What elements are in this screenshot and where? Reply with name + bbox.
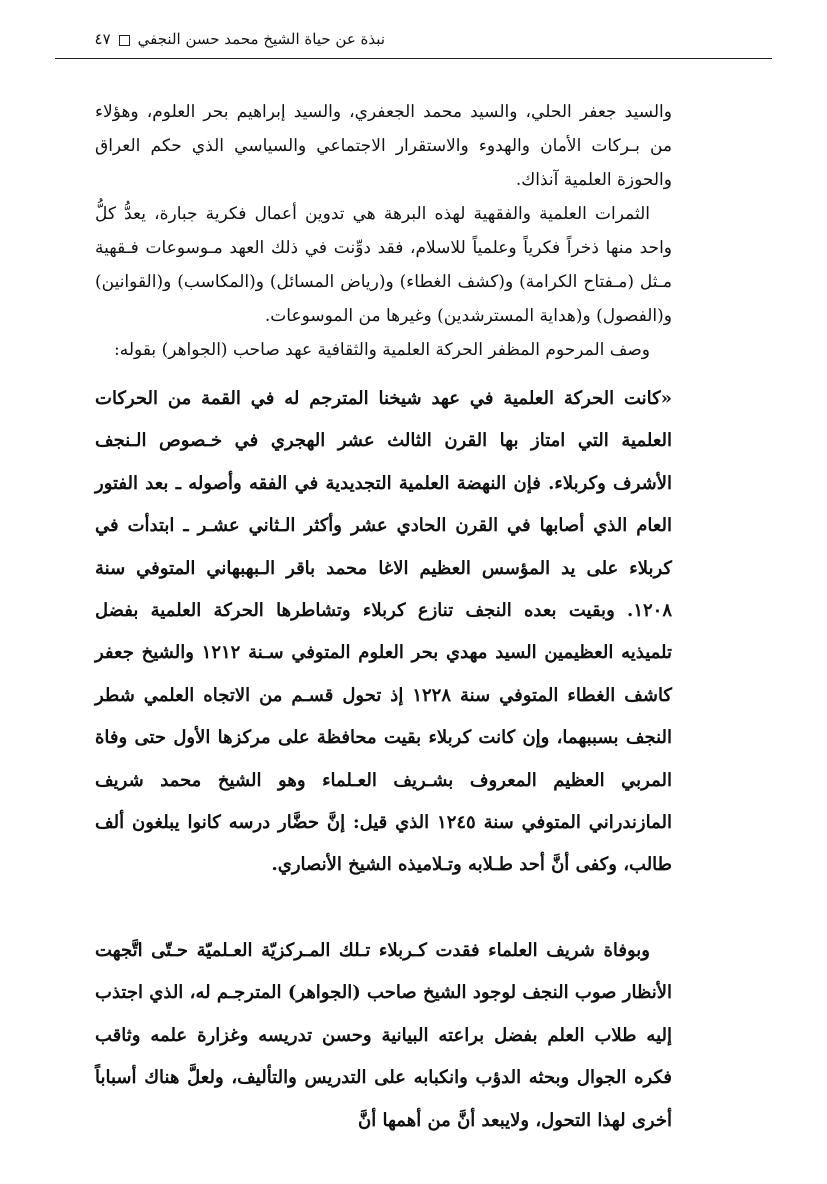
paragraph-sharif-ulama: وبوفاة شريف العلماء فقدت كـربلاء تـلك المـركزيّة العـلميّة حـتّى اتَّجهت الأنظار صوب النجف لوجود الشيخ صاحب (الجواهر) المترجـم له، الذي اجتذب إليه طلاب العلم بفضل براعته البيانية وحسن تدريسه وغزارة علمه وثاقب فكره الجوال وبحثه الدؤب وانكبابه على التدريس والتأليف، ولعلَّ هناك أسباباً أخرى لهذا التحول، ولايبعد أنَّ من أهمها أنَّ — [95, 940, 672, 1131]
paragraph-muzaffar-intro: وصف المرحوم المظفر الحركة العلمية والثقافية عهد صاحب (الجواهر) بقوله: — [114, 340, 650, 360]
paragraph-continuation: والسيد جعفر الحلي، والسيد محمد الجعفري، والسيد إبراهيم بحر العلوم، وهؤلاء من بـركات الأمان والهدوء والاستقرار الاجتماعي والسياسي الذي حكم العراق والحوزة العلمية آنذاك. — [95, 102, 672, 190]
header-title: نبذة عن حياة الشيخ محمد حسن النجفي — [137, 30, 385, 48]
running-header — [55, 30, 385, 48]
square-separator-icon — [119, 35, 130, 46]
page-number: ٤٧ — [94, 30, 111, 48]
intro-text — [95, 95, 672, 367]
quotation-block — [95, 378, 672, 887]
paragraph-fruits: الثمرات العلمية والفقهية لهذه البرهة هي تدوين أعمال فكرية جبارة، يعدُّ كلُّ واحد منها ذخراً فكرياً وعلمياً للاسلام، فقد دوِّنت في ذلك العهد مـوسوعات فـقهية مـثل (مـفتاح الكرامة) و(كشف الغطاء) و(رياض المسائل) و(المكاسب) و(القوانين) و(الفصول) و(هداية المسترشدين) وغيرها من الموسوعات. — [95, 204, 672, 326]
closing-text — [95, 930, 672, 1142]
quotation-text: «كانت الحركة العلمية في عهد شيخنا المترجم له في القمة من الحركات العلمية التي امتاز بها القرن الثالث عشر الهجري في خـصوص الـنجف الأشرف وكربلاء. فإن النهضة العلمية التجديدية في الفقه وأصوله ـ بعد الفتور العام الذي أصابها في القرن الحادي عشر وأكثر الـثاني عشـر ـ ابتدأت في كربلاء على يد المؤسس العظيم الاغا محمد باقر الـبهبهاني المتوفي سنة ١٢٠٨. وبقيت بعده النجف تنازع كربلاء وتشاطرها الحركة العلمية بفضل تلميذيه العظيمين السيد مهدي بحر العلوم المتوفي سـنة ١٢١٢ والشيخ جعفر كاشف الغطاء المتوفي سنة ١٢٢٨ إذ تحول قسـم من الاتجاه العلمي شطر النجف بسببهما، وإن كانت كربلاء بقيت محافظة على مركزها الأول حتى وفاة المربي العظيم المعروف بشـريف العـلماء وهو الشيخ محمد شريف المازندراني المتوفي سنة ١٢٤٥ الذي قيل: إنَّ حضَّار درسه كانوا يبلغون ألف طالب، وكفى أنَّ أحد طـلابه وتـلاميذه الشيخ الأنصاري. — [95, 388, 672, 876]
header-divider — [55, 58, 772, 59]
